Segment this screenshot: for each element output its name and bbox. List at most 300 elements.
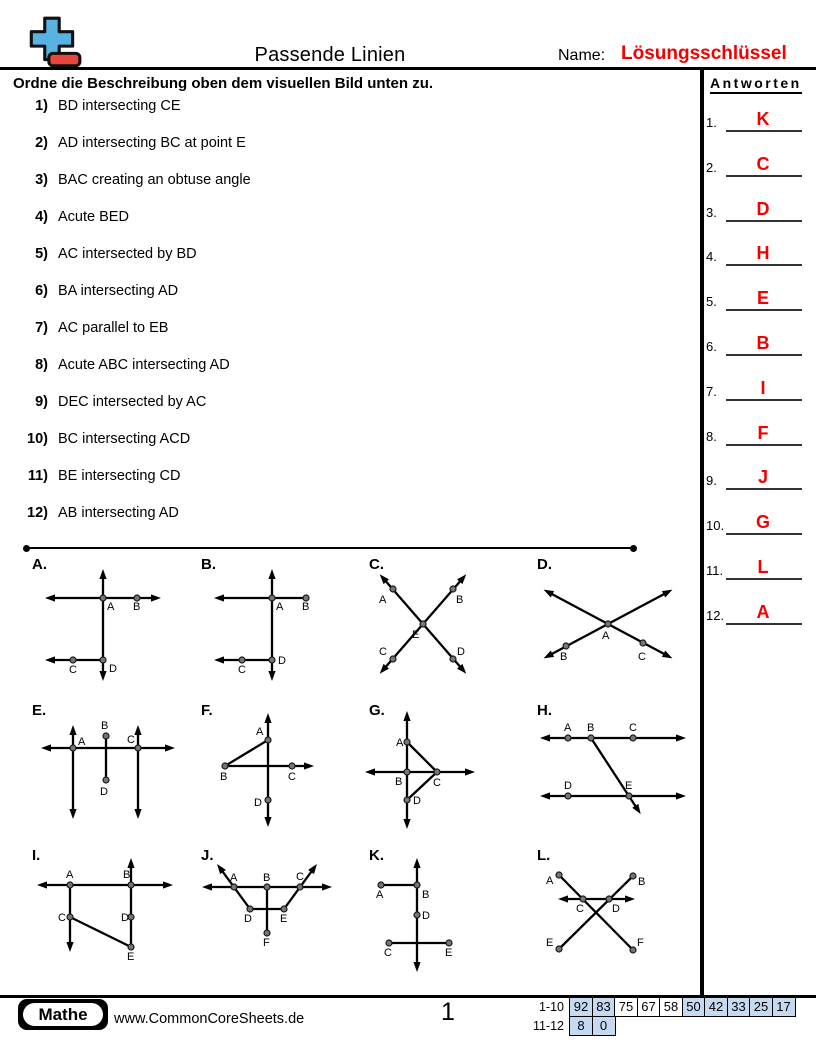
point-label: D	[612, 903, 620, 915]
question-item	[0, 246, 660, 266]
point-dot	[404, 739, 410, 745]
point-label: B	[123, 869, 131, 881]
grade-cell: 42	[704, 997, 728, 1017]
point-label: D	[109, 663, 117, 675]
answer-item	[704, 196, 808, 222]
answer-number: 3.	[706, 205, 717, 220]
arrowhead	[202, 883, 212, 890]
grade-row	[527, 997, 796, 1017]
arrowhead	[165, 744, 175, 751]
answer-letter: L	[757, 557, 769, 577]
grade-table	[527, 997, 796, 1036]
point-dot	[70, 745, 76, 751]
answer-blank	[726, 399, 802, 401]
point-label: C	[638, 651, 646, 663]
answer-letter: A	[756, 602, 770, 622]
question-number: 9)	[35, 394, 48, 410]
point-label: C	[127, 734, 135, 746]
arrowhead	[465, 768, 475, 775]
point-dot	[420, 621, 426, 627]
arrowhead	[403, 711, 410, 721]
point-dot	[556, 872, 562, 878]
answer-key-label: Lösungsschlüssel	[621, 43, 787, 64]
point-label: D	[244, 913, 252, 925]
question-number: 6)	[35, 283, 48, 299]
arrowhead	[540, 792, 550, 799]
point-dot	[231, 884, 237, 890]
point-dot	[556, 946, 562, 952]
question-number: 2)	[35, 135, 48, 151]
question-text: AB intersecting AD	[58, 505, 179, 521]
point-label: A	[379, 594, 387, 606]
figure-cell	[365, 556, 533, 696]
figure-grid	[22, 556, 712, 996]
arrowhead	[544, 650, 555, 658]
question-number: 3)	[35, 172, 48, 188]
point-dot	[128, 882, 134, 888]
arrowhead	[403, 819, 410, 829]
answer-letter: E	[756, 288, 769, 308]
point-label: C	[629, 722, 637, 734]
question-number: 12)	[27, 505, 48, 521]
diagram-line	[591, 738, 638, 810]
answer-number: 9.	[706, 473, 717, 488]
point-label: A	[230, 872, 238, 884]
point-label: E	[280, 913, 288, 925]
grade-cell: 75	[614, 997, 638, 1017]
section-divider	[28, 547, 632, 549]
point-label: A	[376, 889, 384, 901]
answer-blank	[726, 444, 802, 446]
answer-blank	[726, 533, 802, 535]
point-dot	[269, 595, 275, 601]
figure-cell	[197, 847, 365, 987]
question-text: BD intersecting CE	[58, 98, 181, 114]
arrowhead	[99, 671, 106, 681]
line-diagram	[197, 855, 357, 975]
question-text: AC intersected by BD	[58, 246, 197, 262]
arrowhead	[66, 942, 73, 952]
answer-letter: F	[757, 423, 769, 443]
answer-letter: J	[757, 467, 768, 487]
grade-cell: 92	[569, 997, 593, 1017]
question-text: Acute BED	[58, 209, 129, 225]
page-number: 1	[441, 998, 455, 1026]
answer-letter: K	[756, 109, 770, 129]
point-label: C	[576, 903, 584, 915]
point-label: D	[121, 912, 129, 924]
arrowhead	[163, 881, 173, 888]
question-item	[0, 209, 660, 229]
question-text: BC intersecting ACD	[58, 431, 191, 447]
point-label: A	[276, 601, 284, 613]
point-dot	[222, 763, 228, 769]
point-dot	[386, 940, 392, 946]
point-dot	[404, 769, 410, 775]
point-dot	[100, 595, 106, 601]
question-number: 10)	[27, 431, 48, 447]
line-diagram	[28, 564, 188, 684]
arrowhead	[365, 768, 375, 775]
answer-item	[704, 599, 808, 625]
point-dot	[630, 735, 636, 741]
figure-label: J.	[201, 847, 214, 864]
arrowhead	[214, 594, 224, 601]
point-label: C	[384, 947, 392, 959]
question-item	[0, 505, 660, 525]
question-item	[0, 357, 660, 377]
answer-letter: I	[760, 378, 766, 398]
arrowhead	[151, 594, 161, 601]
point-dot	[446, 940, 452, 946]
answer-blank	[726, 623, 802, 625]
point-dot	[67, 914, 73, 920]
grade-cell: 25	[749, 997, 773, 1017]
arrowhead	[413, 962, 420, 972]
answer-number: 2.	[706, 160, 717, 175]
point-dot	[390, 656, 396, 662]
point-label: F	[263, 937, 270, 949]
mathe-logo-label: Mathe	[23, 1003, 103, 1026]
answer-blank	[726, 354, 802, 356]
answer-blank	[726, 175, 802, 177]
point-label: D	[100, 786, 108, 798]
point-label: C	[69, 664, 77, 676]
answers-title: Antworten	[710, 75, 802, 94]
figure-label: D.	[537, 556, 552, 573]
point-label: D	[457, 646, 465, 658]
point-label: B	[422, 889, 430, 901]
arrowhead	[268, 569, 275, 579]
point-dot	[100, 657, 106, 663]
answer-item	[704, 151, 808, 177]
diagram-line	[407, 742, 437, 772]
answer-item	[704, 106, 808, 132]
point-label: C	[379, 646, 387, 658]
line-diagram	[197, 564, 357, 684]
line-diagram	[28, 855, 188, 975]
arrowhead	[625, 895, 635, 902]
answer-item	[704, 420, 808, 446]
point-label: A	[546, 875, 554, 887]
point-dot	[630, 947, 636, 953]
answer-item	[704, 375, 808, 401]
point-dot	[565, 793, 571, 799]
question-text: AD intersecting BC at point E	[58, 135, 246, 151]
diagram-line	[225, 740, 268, 766]
instruction-text: Ordne die Beschreibung oben dem visuellen Bild unten zu.	[13, 75, 434, 92]
point-dot	[404, 797, 410, 803]
question-text: BAC creating an obtuse angle	[58, 172, 251, 188]
figure-label: I.	[32, 847, 41, 864]
figure-cell	[197, 702, 365, 842]
point-label: B	[587, 722, 595, 734]
answer-letter: G	[755, 512, 770, 532]
question-number: 4)	[35, 209, 48, 225]
question-number: 8)	[35, 357, 48, 373]
point-dot	[264, 884, 270, 890]
arrowhead	[99, 569, 106, 579]
question-text: BA intersecting AD	[58, 283, 179, 299]
point-label: E	[127, 951, 135, 963]
question-item	[0, 172, 660, 192]
line-diagram	[533, 710, 693, 830]
point-dot	[580, 896, 586, 902]
question-item	[0, 98, 660, 118]
answer-letter: D	[756, 199, 770, 219]
figure-cell	[533, 847, 701, 987]
figure-cell	[533, 702, 701, 842]
divider-endpoint-dot	[630, 545, 637, 552]
answer-item	[704, 285, 808, 311]
answer-number: 5.	[706, 294, 717, 309]
question-number: 1)	[35, 98, 48, 114]
point-label: E	[625, 780, 633, 792]
answer-number: 7.	[706, 384, 717, 399]
grade-cell: 58	[659, 997, 683, 1017]
point-dot	[297, 884, 303, 890]
point-label: A	[66, 869, 74, 881]
answer-blank	[726, 578, 802, 580]
answer-number: 8.	[706, 429, 717, 444]
point-dot	[247, 906, 253, 912]
point-dot	[103, 777, 109, 783]
answer-item	[704, 330, 808, 356]
point-label: E	[546, 937, 554, 949]
grade-cell: 8	[569, 1016, 593, 1036]
question-text: AC parallel to EB	[58, 320, 169, 336]
point-dot	[626, 793, 632, 799]
answer-item	[704, 240, 808, 266]
question-item	[0, 320, 660, 340]
arrowhead	[662, 590, 673, 598]
point-dot	[390, 586, 396, 592]
divider-endpoint-dot	[23, 545, 30, 552]
point-label: A	[602, 630, 610, 642]
answer-blank	[726, 264, 802, 266]
grade-row	[527, 1016, 796, 1036]
point-label: C	[58, 912, 66, 924]
answer-number: 4.	[706, 249, 717, 264]
arrowhead	[676, 792, 686, 799]
point-dot	[103, 733, 109, 739]
question-number: 7)	[35, 320, 48, 336]
arrowhead	[127, 858, 134, 868]
point-dot	[563, 643, 569, 649]
answer-item	[704, 554, 808, 580]
answer-blank	[726, 309, 802, 311]
question-number: 5)	[35, 246, 48, 262]
question-item	[0, 135, 660, 155]
point-dot	[450, 656, 456, 662]
site-url: www.CommonCoreSheets.de	[114, 1011, 305, 1027]
point-dot	[264, 930, 270, 936]
point-label: D	[278, 655, 286, 667]
answer-item	[704, 509, 808, 535]
arrowhead	[45, 656, 55, 663]
figure-label: H.	[537, 702, 552, 719]
point-dot	[434, 769, 440, 775]
question-text: DEC intersected by AC	[58, 394, 207, 410]
point-label: D	[254, 797, 262, 809]
grade-row-label: 1-10	[538, 1000, 564, 1014]
answer-number: 1.	[706, 115, 717, 130]
line-diagram	[533, 564, 693, 684]
arrowhead	[264, 713, 271, 723]
grade-cell: 17	[772, 997, 796, 1017]
answer-number: 11.	[706, 563, 724, 578]
point-label: B	[302, 601, 310, 613]
figure-label: E.	[32, 702, 47, 719]
point-label: C	[238, 664, 246, 676]
point-label: A	[396, 737, 404, 749]
point-label: D	[413, 795, 421, 807]
point-label: B	[263, 872, 271, 884]
point-label: C	[433, 777, 441, 789]
figure-label: K.	[369, 847, 384, 864]
answer-number: 6.	[706, 339, 717, 354]
point-dot	[265, 737, 271, 743]
point-dot	[588, 735, 594, 741]
arrowhead	[558, 895, 568, 902]
point-dot	[640, 640, 646, 646]
answer-number: 12.	[706, 608, 725, 623]
answer-letter: C	[756, 154, 770, 174]
figure-label: C.	[369, 556, 384, 573]
mathe-logo	[18, 999, 108, 1030]
arrowhead	[268, 671, 275, 681]
arrowhead	[69, 809, 76, 819]
point-label: A	[78, 736, 86, 748]
point-label: F	[637, 937, 644, 949]
answers-panel	[704, 70, 816, 995]
point-label: B	[133, 601, 141, 613]
name-label: Name:	[558, 47, 606, 64]
line-diagram	[197, 710, 357, 830]
question-item	[0, 394, 660, 414]
arrowhead	[214, 656, 224, 663]
point-label: E	[412, 629, 420, 641]
point-dot	[239, 657, 245, 663]
point-dot	[630, 873, 636, 879]
question-text: BE intersecting CD	[58, 468, 181, 484]
point-dot	[289, 763, 295, 769]
point-dot	[450, 586, 456, 592]
point-dot	[70, 657, 76, 663]
arrowhead	[676, 734, 686, 741]
question-list	[0, 0, 690, 540]
point-label: B	[101, 720, 109, 732]
question-item	[0, 468, 660, 488]
arrowhead	[134, 809, 141, 819]
point-dot	[128, 944, 134, 950]
arrowhead	[304, 762, 314, 769]
arrowhead	[41, 744, 51, 751]
point-dot	[414, 882, 420, 888]
point-label: E	[445, 947, 453, 959]
figure-cell	[365, 847, 533, 987]
grade-cell: 83	[592, 997, 616, 1017]
arrowhead	[632, 804, 640, 814]
figure-cell	[28, 847, 196, 987]
point-dot	[565, 735, 571, 741]
page-title: Passende Linien	[254, 44, 406, 66]
figure-label: A.	[32, 556, 47, 573]
point-dot	[269, 657, 275, 663]
line-diagram	[533, 855, 693, 975]
point-dot	[281, 906, 287, 912]
figure-cell	[197, 556, 365, 696]
figure-label: L.	[537, 847, 551, 864]
point-label: A	[564, 722, 572, 734]
question-number: 11)	[27, 468, 48, 484]
arrowhead	[37, 881, 47, 888]
figure-label: B.	[201, 556, 216, 573]
point-label: B	[220, 771, 228, 783]
arrowhead	[45, 594, 55, 601]
point-label: C	[296, 871, 304, 883]
point-label: C	[288, 771, 296, 783]
line-diagram	[28, 710, 188, 830]
answer-blank	[726, 488, 802, 490]
grade-cell: 33	[727, 997, 751, 1017]
answer-blank	[726, 130, 802, 132]
arrowhead	[662, 650, 673, 658]
grade-cell: 50	[682, 997, 706, 1017]
answer-number: 10.	[706, 518, 725, 533]
grade-cell: 0	[592, 1016, 616, 1036]
point-label: B	[395, 776, 403, 788]
answer-letter: B	[756, 333, 770, 353]
question-text: Acute ABC intersecting AD	[58, 357, 230, 373]
arrowhead	[540, 734, 550, 741]
point-dot	[378, 882, 384, 888]
point-dot	[605, 621, 611, 627]
figure-cell	[28, 556, 196, 696]
line-diagram	[365, 710, 525, 830]
point-dot	[135, 745, 141, 751]
figure-label: F.	[201, 702, 213, 719]
figure-cell	[365, 702, 533, 842]
point-label: D	[564, 780, 572, 792]
figure-label: G.	[369, 702, 385, 719]
point-label: B	[456, 594, 464, 606]
point-label: B	[638, 876, 646, 888]
line-diagram	[365, 855, 525, 975]
grade-cell: 67	[637, 997, 661, 1017]
point-label: A	[107, 601, 115, 613]
point-dot	[414, 912, 420, 918]
arrowhead	[413, 858, 420, 868]
point-dot	[606, 896, 612, 902]
answer-blank	[726, 220, 802, 222]
point-dot	[265, 797, 271, 803]
point-label: D	[422, 910, 430, 922]
arrowhead	[322, 883, 332, 890]
arrowhead	[544, 590, 555, 598]
point-label: B	[560, 651, 568, 663]
figure-cell	[533, 556, 701, 696]
line-diagram	[365, 564, 525, 684]
answer-item	[704, 464, 808, 490]
answer-letter: H	[756, 243, 770, 263]
arrowhead	[264, 817, 271, 827]
point-label: A	[256, 726, 264, 738]
grade-row-label: 11-12	[532, 1018, 564, 1033]
point-dot	[67, 882, 73, 888]
question-item	[0, 283, 660, 303]
question-item	[0, 431, 660, 451]
